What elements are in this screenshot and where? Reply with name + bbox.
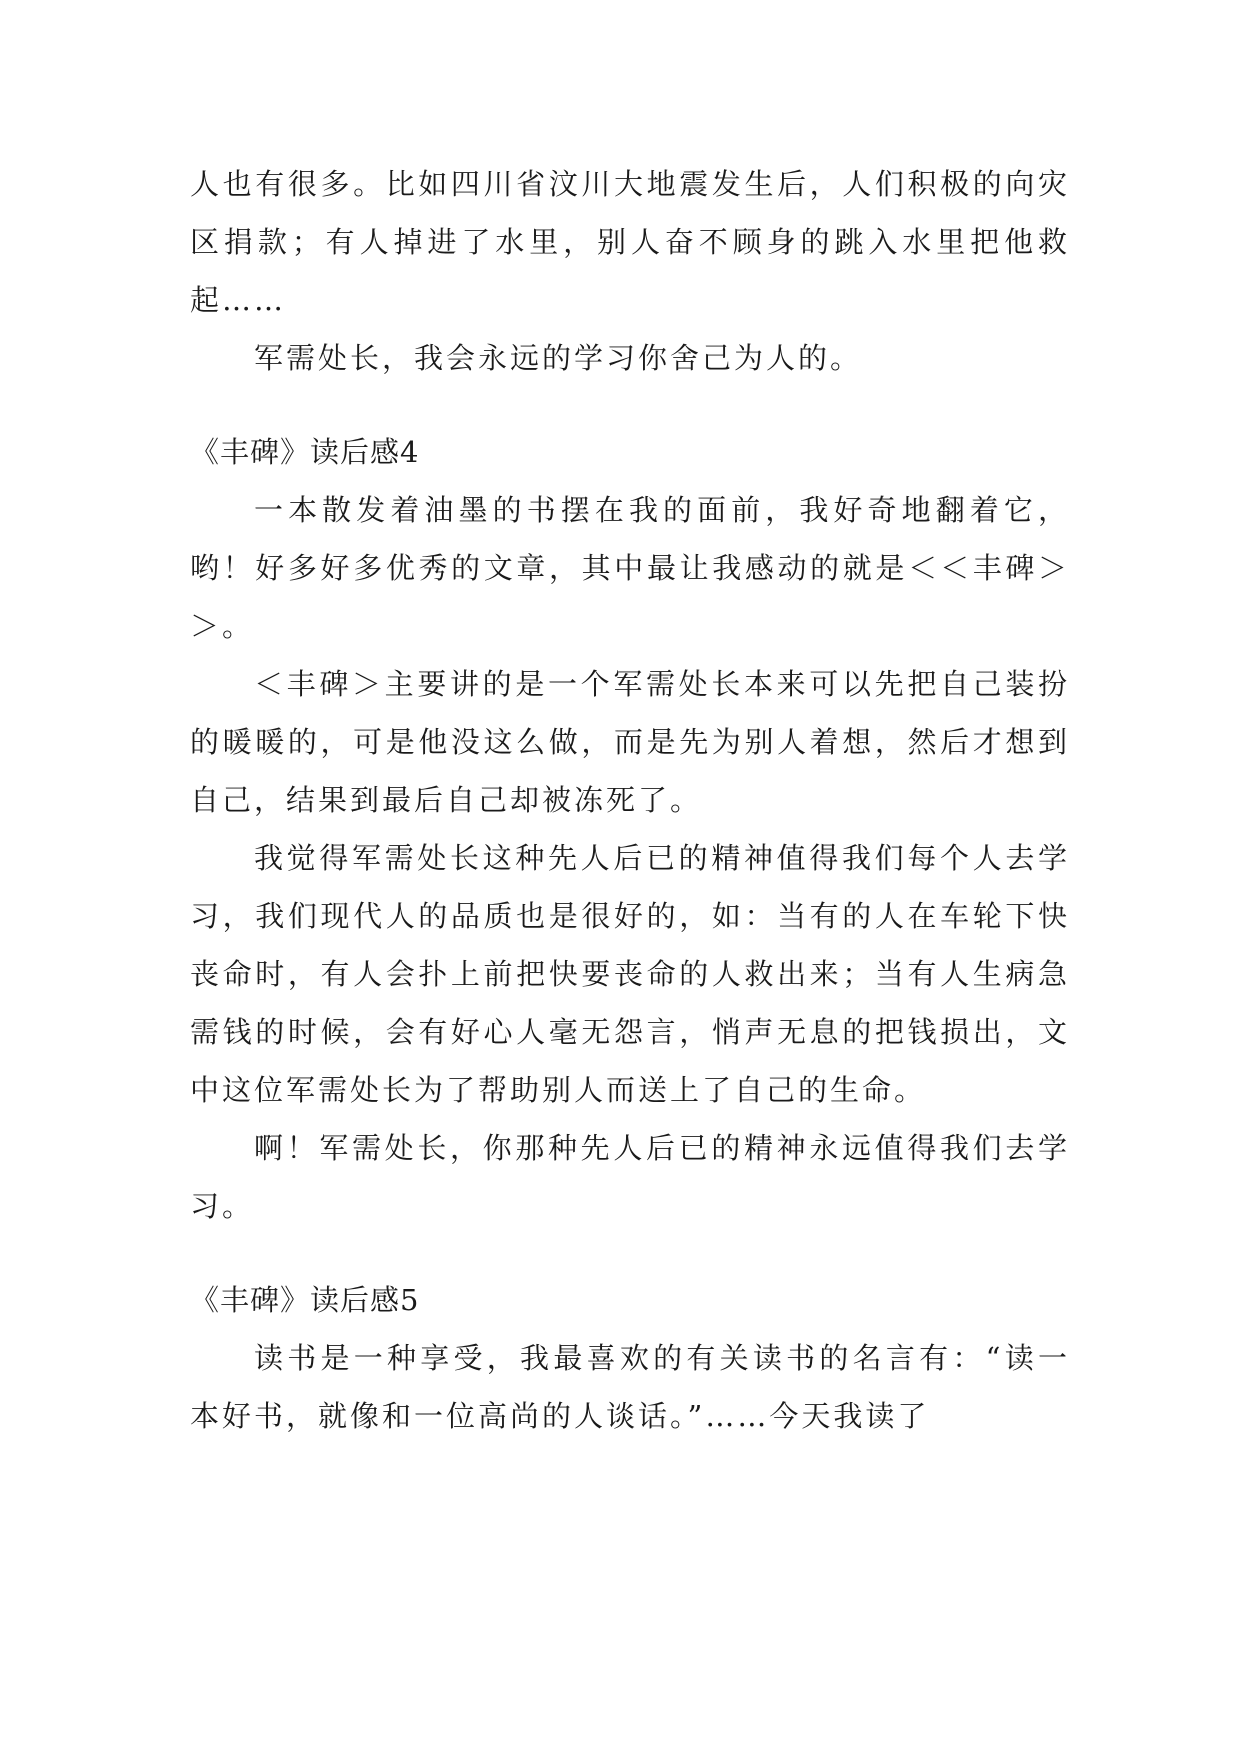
section-title-4: 《丰碑》读后感4 (190, 435, 420, 469)
section-gap (190, 1235, 1070, 1271)
section-title-5: 《丰碑》读后感5 (190, 1283, 420, 1317)
paragraph: 人也有很多。比如四川省汶川大地震发生后，人们积极的向灾区捐款；有人掉进了水里，别人奋不顾身的跳入水里把他救起…… (190, 167, 1070, 317)
paragraph: 读书是一种享受，我最喜欢的有关读书的名言有：“读一本好书，就像和一位高尚的人谈话。”……今天我读了 (190, 1341, 1070, 1433)
paragraph: 军需处长，我会永远的学习你舍己为人的。 (254, 341, 863, 375)
document-body (190, 155, 1070, 1445)
paragraph: 我觉得军需处长这种先人后已的精神值得我们每个人去学习，我们现代人的品质也是很好的，如：当有的人在车轮下快丧命时，有人会扑上前把快要丧命的人救出来；当有人生病急需钱的时候，会有好心人毫无怨言，悄声无息的把钱损出，文中这位军需处长为了帮助别人而送上了自己的生命。 (190, 841, 1070, 1107)
paragraph: 啊！军需处长，你那种先人后已的精神永远值得我们去学习。 (190, 1131, 1070, 1223)
paragraph: 一本散发着油墨的书摆在我的面前，我好奇地翻着它，哟！好多好多优秀的文章，其中最让我感动的就是＜＜丰碑＞＞。 (190, 493, 1070, 643)
paragraph: ＜丰碑＞主要讲的是一个军需处长本来可以先把自己装扮的暖暖的，可是他没这么做，而是先为别人着想，然后才想到自己，结果到最后自己却被冻死了。 (190, 667, 1070, 817)
section-gap (190, 387, 1070, 423)
